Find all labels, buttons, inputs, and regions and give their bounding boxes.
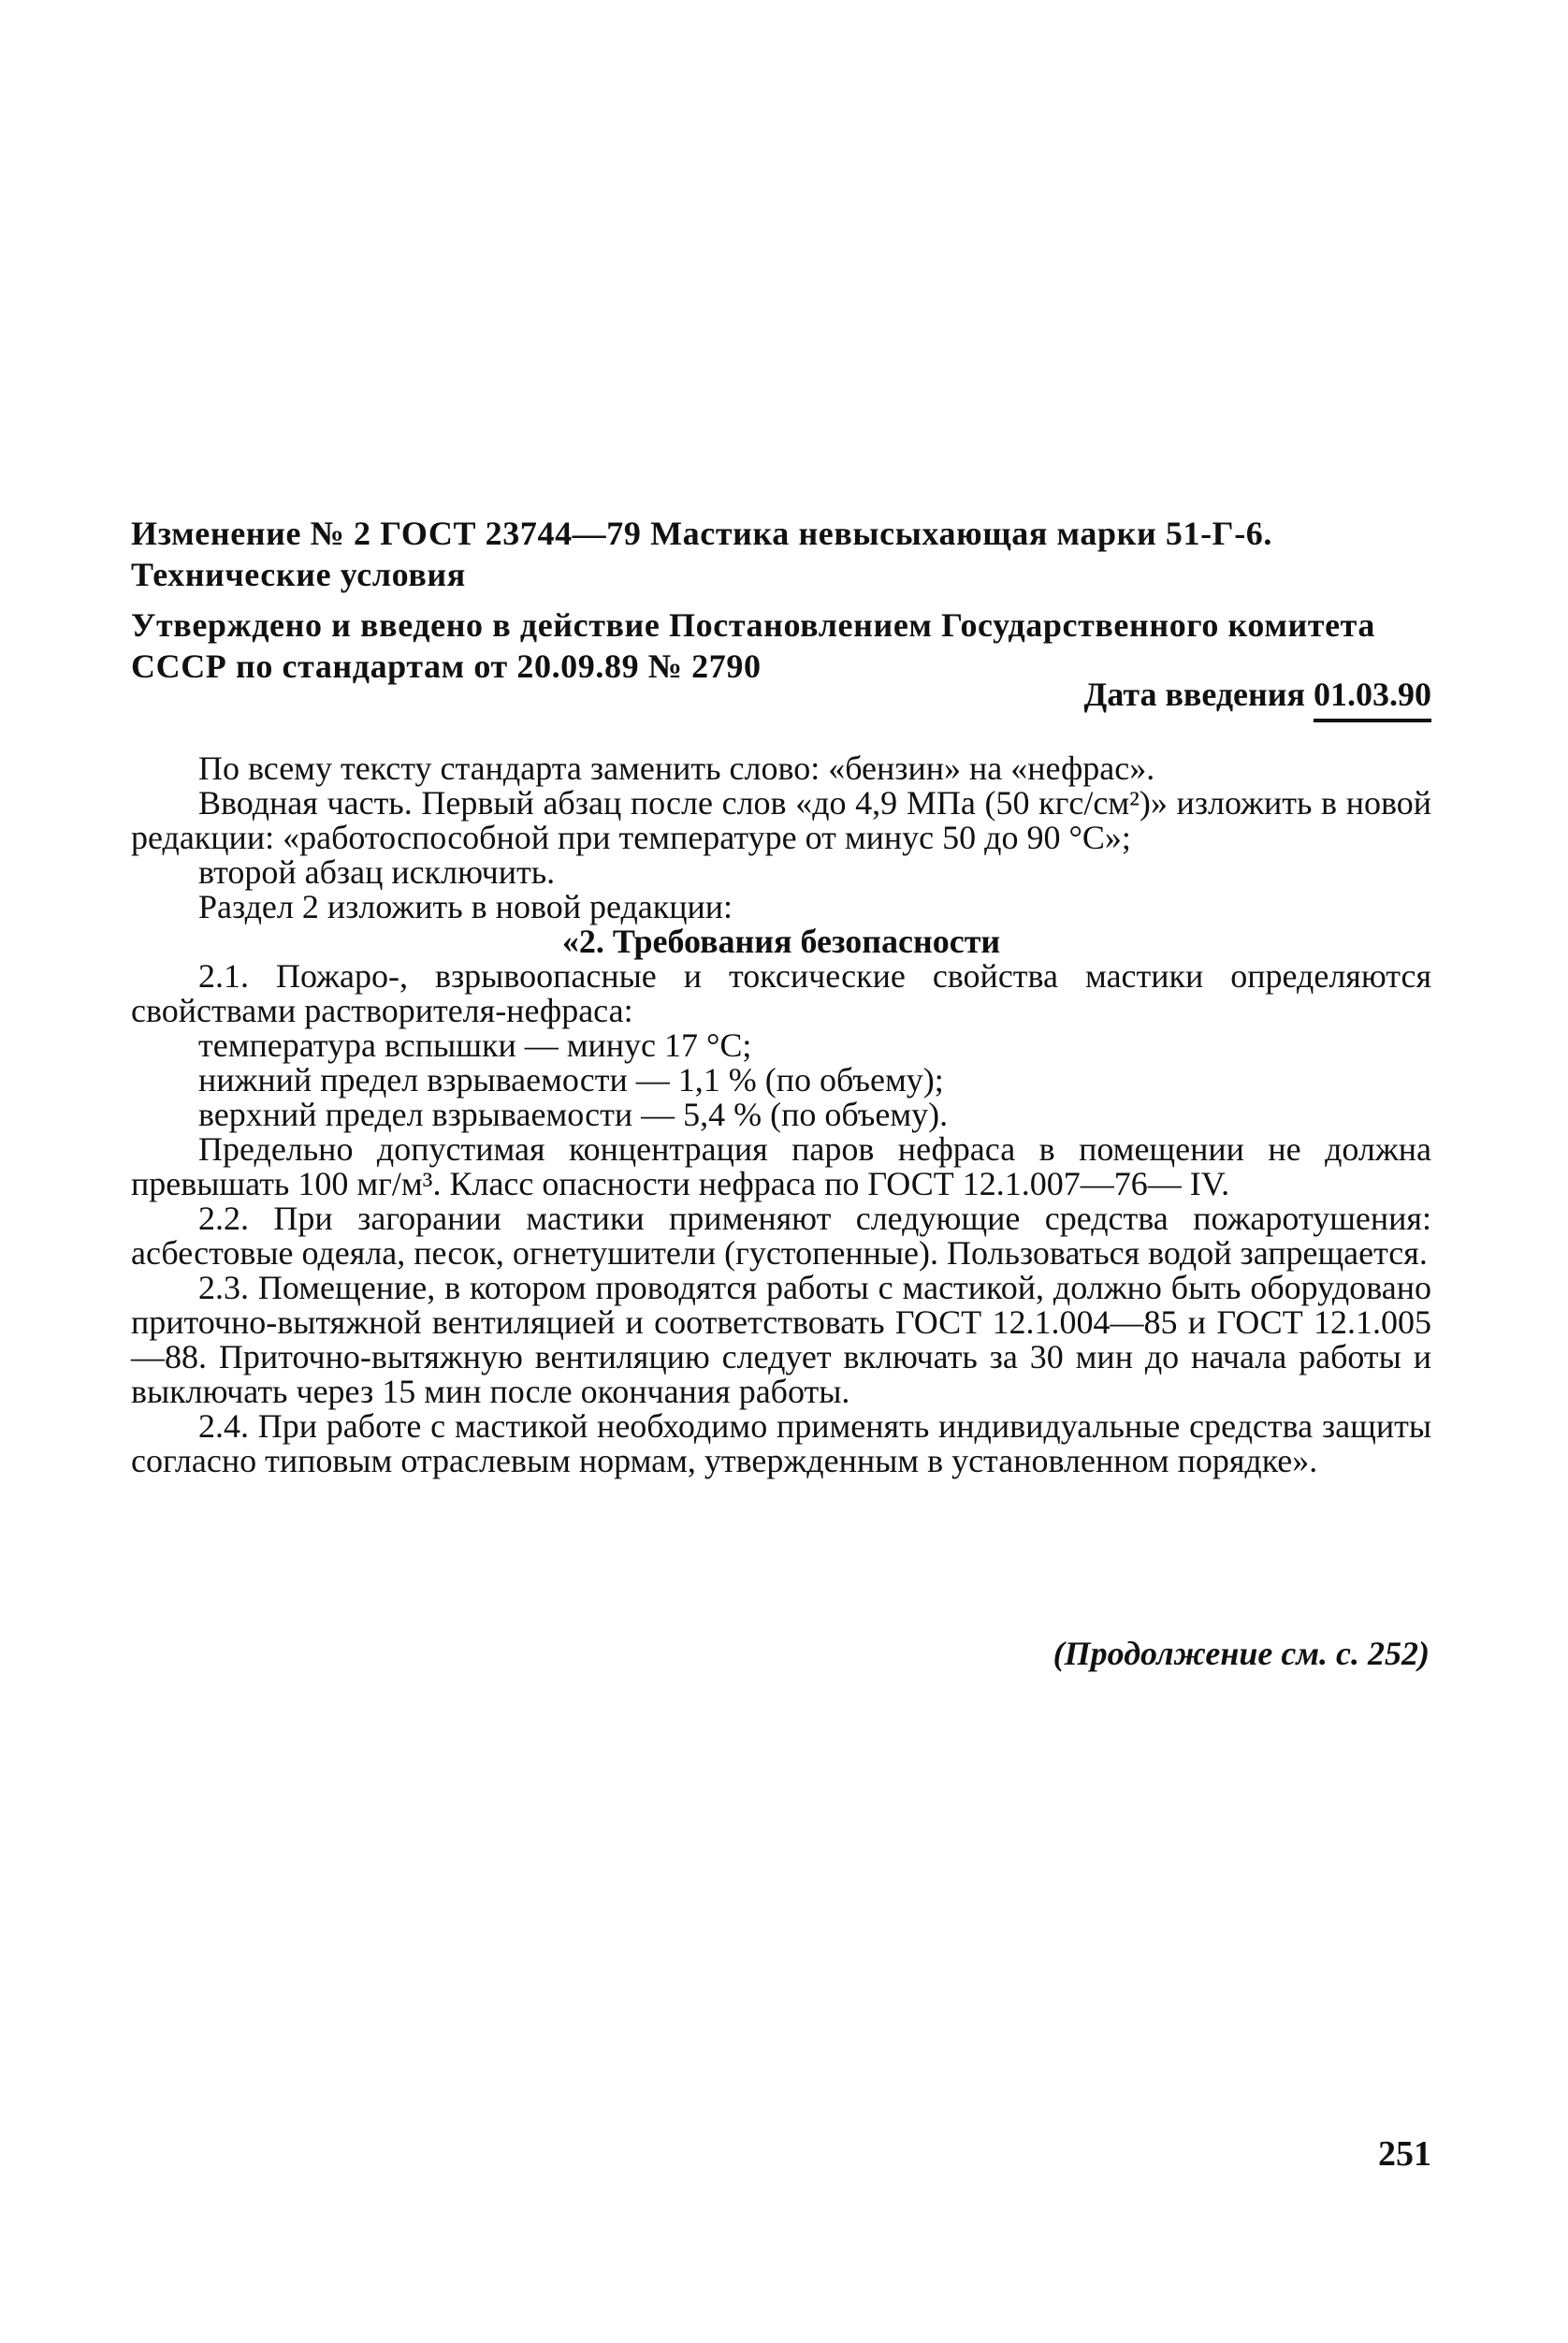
paragraph-section-2: Раздел 2 изложить в новой редакции:: [198, 888, 733, 925]
item-2-2: 2.2. При загорании мастики применяют следующие средства пожаротушения: асбестовые одеяла, песок, огнетушители (густопенные). Пользоваться водой запрещается.: [131, 1200, 1431, 1272]
introduction-date: [1084, 674, 1432, 722]
page-number: 251: [1378, 2134, 1431, 2174]
item-2-3: 2.3. Помещение, в котором проводятся работы с мастикой, должно быть оборудовано приточно-вытяжной вентиляцией и соответствовать ГОСТ 12.1.004—85 и ГОСТ 12.1.005—88. Приточно-вытяжную вентиляцию следует включать за 30 мин до начала работы и выключать через 15 мин после окончания работы.: [131, 1269, 1431, 1410]
paragraph-replace-word: По всему тексту стандарта заменить слово: «бензин» на «нефрас».: [198, 749, 1155, 787]
introduction-date-label: Дата введения: [1083, 676, 1305, 713]
section-title-safety: «2. Требования безопасности: [561, 923, 1001, 960]
paragraph-second-abstract: второй абзац исключить.: [198, 853, 556, 891]
item-2-1-upper-limit: верхний предел взрываемости — 5,4 % (по объему).: [198, 1096, 949, 1133]
item-2-4: 2.4. При работе с мастикой необходимо применять индивидуальные средства защиты согласно типовым отраслевым нормам, утвержденным в установленном порядке».: [131, 1407, 1431, 1479]
document-title: Изменение № 2 ГОСТ 23744—79 Мастика невысыхающая марки 51-Г-6. Технические условия: [131, 515, 1272, 593]
item-2-1-flash-point: температура вспышки — минус 17 °С;: [198, 1026, 752, 1064]
paragraph-intro-part: Вводная часть. Первый абзац после слов «до 4,9 МПа (50 кгс/см²)» изложить в новой редакции: «работоспособной при температуре от минус 50 до 90 °С»;: [131, 784, 1431, 856]
approval-statement: Утверждено и введено в действие Постановлением Государственного комитета СССР по стандартам от 20.09.89 № 2790: [131, 606, 1375, 685]
document-body: [131, 751, 1431, 1478]
item-2-1: 2.1. Пожаро-, взрывоопасные и токсические свойства мастики определяются свойствами растворителя-нефраса:: [131, 957, 1431, 1029]
item-2-1-concentration: Предельно допустимая концентрация паров нефраса в помещении не должна превышать 100 мг/м³. Класс опасности нефраса по ГОСТ 12.1.007—76— IV.: [131, 1130, 1431, 1202]
continuation-note: (Продолжение см. с. 252): [1053, 1635, 1430, 1672]
item-2-1-lower-limit: нижний предел взрываемости — 1,1 % (по объему);: [198, 1061, 944, 1099]
introduction-date-value: 01.03.90: [1314, 674, 1431, 722]
